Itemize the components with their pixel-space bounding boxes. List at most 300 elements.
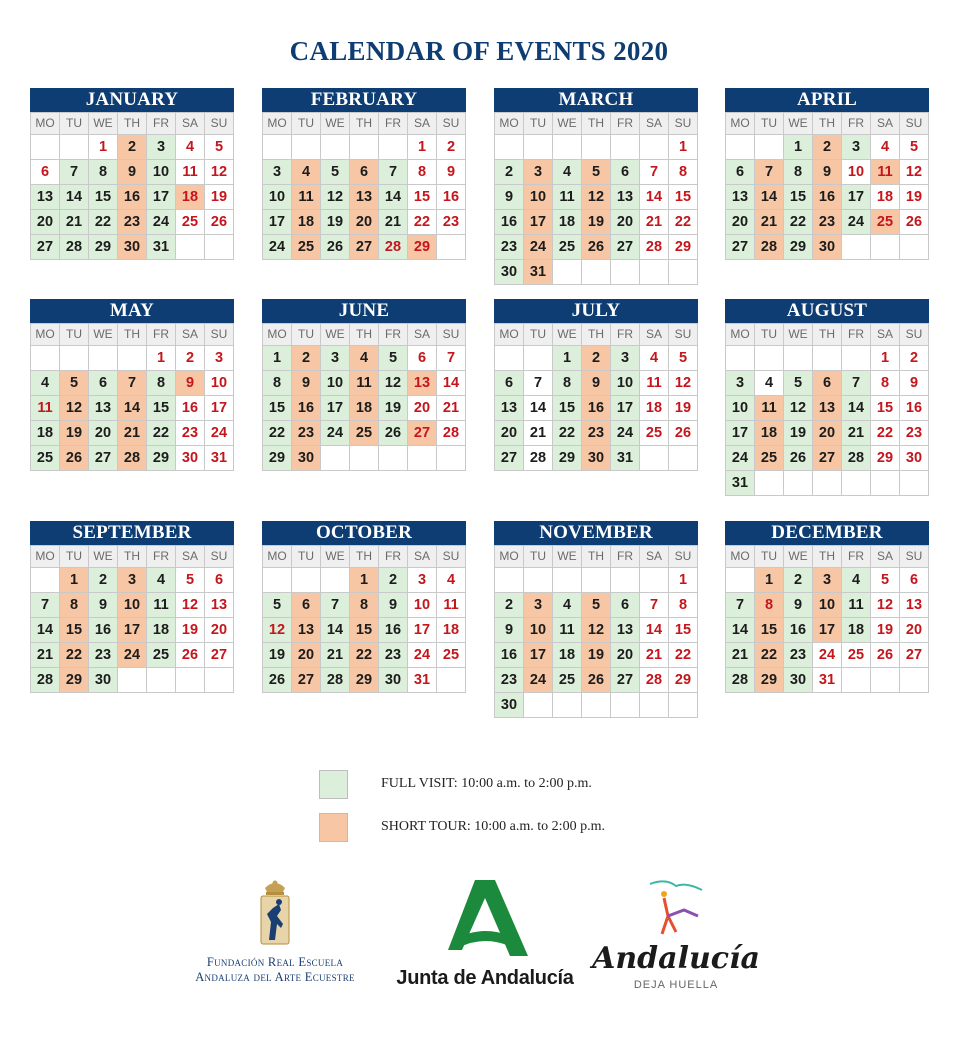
day-cell: 10 <box>321 371 350 396</box>
day-cell: 27 <box>611 668 640 693</box>
weekday-header: MO <box>263 324 292 346</box>
weekday-header: TH <box>350 113 379 135</box>
day-cell: 18 <box>176 185 205 210</box>
weekday-header: TU <box>292 324 321 346</box>
day-cell: 25 <box>437 643 466 668</box>
day-cell: 9 <box>437 160 466 185</box>
day-cell: 8 <box>669 593 698 618</box>
day-cell: 29 <box>89 235 118 260</box>
day-cell: 26 <box>176 643 205 668</box>
weekday-header: FR <box>147 546 176 568</box>
month-name: MARCH <box>494 88 698 112</box>
day-cell: 11 <box>176 160 205 185</box>
day-cell: 24 <box>524 235 553 260</box>
weekday-header: FR <box>379 113 408 135</box>
day-cell: 25 <box>640 421 669 446</box>
day-cell: 28 <box>640 235 669 260</box>
empty-cell <box>784 346 813 371</box>
day-cell: 19 <box>205 185 234 210</box>
day-cell: 18 <box>871 185 900 210</box>
day-cell: 11 <box>640 371 669 396</box>
day-cell: 4 <box>292 160 321 185</box>
day-cell: 29 <box>755 668 784 693</box>
day-cell: 19 <box>60 421 89 446</box>
empty-cell <box>669 260 698 285</box>
day-cell: 11 <box>350 371 379 396</box>
day-cell: 7 <box>640 593 669 618</box>
day-cell: 19 <box>871 618 900 643</box>
day-cell: 21 <box>524 421 553 446</box>
weekday-header: SA <box>176 113 205 135</box>
empty-cell <box>60 346 89 371</box>
empty-cell <box>726 135 755 160</box>
day-cell: 9 <box>118 160 147 185</box>
day-cell: 10 <box>813 593 842 618</box>
day-cell: 28 <box>321 668 350 693</box>
day-cell: 4 <box>842 568 871 593</box>
weekday-header: SU <box>437 546 466 568</box>
day-cell: 22 <box>147 421 176 446</box>
weekday-header: SA <box>408 324 437 346</box>
weekday-header: TH <box>118 113 147 135</box>
month-grid <box>262 545 466 693</box>
day-cell: 2 <box>292 346 321 371</box>
day-cell: 15 <box>784 185 813 210</box>
weekday-header: TH <box>350 324 379 346</box>
day-cell: 9 <box>495 618 524 643</box>
empty-cell <box>292 568 321 593</box>
empty-cell <box>755 135 784 160</box>
month-april <box>725 88 929 260</box>
month-name: JULY <box>494 299 698 323</box>
empty-cell <box>611 260 640 285</box>
day-cell: 23 <box>582 421 611 446</box>
andalucia-wordmark: Andalucía <box>592 941 760 976</box>
weekday-header: WE <box>89 113 118 135</box>
day-cell: 16 <box>292 396 321 421</box>
weekday-header: SU <box>437 324 466 346</box>
month-december <box>725 521 929 693</box>
weekday-header: TH <box>118 324 147 346</box>
day-cell: 15 <box>350 618 379 643</box>
day-cell: 26 <box>205 210 234 235</box>
day-cell: 24 <box>147 210 176 235</box>
junta-a-icon <box>440 878 530 962</box>
weekday-header: TU <box>524 113 553 135</box>
weekday-header: TU <box>292 546 321 568</box>
day-cell: 28 <box>437 421 466 446</box>
day-cell: 29 <box>871 446 900 471</box>
weekday-header: SA <box>640 324 669 346</box>
day-cell: 1 <box>669 568 698 593</box>
empty-cell <box>495 346 524 371</box>
month-february <box>262 88 466 260</box>
empty-cell <box>31 568 60 593</box>
day-cell: 2 <box>89 568 118 593</box>
day-cell: 24 <box>842 210 871 235</box>
day-cell: 23 <box>89 643 118 668</box>
day-cell: 9 <box>900 371 929 396</box>
day-cell: 8 <box>147 371 176 396</box>
day-cell: 30 <box>495 260 524 285</box>
day-cell: 16 <box>89 618 118 643</box>
day-cell: 6 <box>408 346 437 371</box>
day-cell: 19 <box>321 210 350 235</box>
day-cell: 3 <box>726 371 755 396</box>
weekday-header: WE <box>321 546 350 568</box>
day-cell: 16 <box>379 618 408 643</box>
empty-cell <box>524 568 553 593</box>
day-cell: 5 <box>900 135 929 160</box>
empty-cell <box>640 446 669 471</box>
day-cell: 3 <box>118 568 147 593</box>
day-cell: 12 <box>582 185 611 210</box>
day-cell: 1 <box>871 346 900 371</box>
empty-cell <box>524 693 553 718</box>
day-cell: 22 <box>669 210 698 235</box>
day-cell: 13 <box>350 185 379 210</box>
weekday-header: FR <box>842 113 871 135</box>
weekday-header: FR <box>611 113 640 135</box>
day-cell: 29 <box>669 668 698 693</box>
empty-cell <box>495 135 524 160</box>
weekday-header: SU <box>669 546 698 568</box>
empty-cell <box>31 346 60 371</box>
empty-cell <box>263 568 292 593</box>
day-cell: 23 <box>379 643 408 668</box>
day-cell: 24 <box>726 446 755 471</box>
day-cell: 6 <box>495 371 524 396</box>
month-grid <box>494 112 698 285</box>
day-cell: 21 <box>118 421 147 446</box>
month-july <box>494 299 698 471</box>
empty-cell <box>755 346 784 371</box>
day-cell: 1 <box>263 346 292 371</box>
weekday-header: SU <box>900 546 929 568</box>
month-name: JANUARY <box>30 88 234 112</box>
day-cell: 30 <box>379 668 408 693</box>
day-cell: 25 <box>871 210 900 235</box>
weekday-header: MO <box>263 113 292 135</box>
day-cell: 5 <box>321 160 350 185</box>
day-cell: 10 <box>524 185 553 210</box>
day-cell: 22 <box>553 421 582 446</box>
month-grid <box>725 545 929 693</box>
day-cell: 23 <box>784 643 813 668</box>
month-october <box>262 521 466 693</box>
day-cell: 24 <box>263 235 292 260</box>
day-cell: 21 <box>31 643 60 668</box>
day-cell: 29 <box>669 235 698 260</box>
day-cell: 21 <box>640 643 669 668</box>
day-cell: 24 <box>813 643 842 668</box>
weekday-header: WE <box>784 324 813 346</box>
weekday-header: WE <box>89 324 118 346</box>
day-cell: 19 <box>263 643 292 668</box>
empty-cell <box>350 135 379 160</box>
day-cell: 10 <box>726 396 755 421</box>
day-cell: 13 <box>726 185 755 210</box>
weekday-header: FR <box>842 546 871 568</box>
day-cell: 10 <box>408 593 437 618</box>
andalucia-subtitle: DEJA HUELLA <box>633 979 719 991</box>
day-cell: 15 <box>408 185 437 210</box>
day-cell: 18 <box>842 618 871 643</box>
day-cell: 20 <box>350 210 379 235</box>
weekday-header: FR <box>379 324 408 346</box>
day-cell: 30 <box>89 668 118 693</box>
day-cell: 5 <box>582 593 611 618</box>
weekday-header: MO <box>726 113 755 135</box>
empty-cell <box>321 568 350 593</box>
day-cell: 11 <box>147 593 176 618</box>
day-cell: 13 <box>408 371 437 396</box>
day-cell: 25 <box>553 668 582 693</box>
day-cell: 16 <box>118 185 147 210</box>
day-cell: 22 <box>669 643 698 668</box>
empty-cell <box>437 235 466 260</box>
day-cell: 8 <box>350 593 379 618</box>
day-cell: 20 <box>205 618 234 643</box>
day-cell: 20 <box>31 210 60 235</box>
weekday-header: TU <box>755 546 784 568</box>
day-cell: 26 <box>784 446 813 471</box>
day-cell: 25 <box>147 643 176 668</box>
day-cell: 19 <box>379 396 408 421</box>
day-cell: 10 <box>524 618 553 643</box>
day-cell: 21 <box>640 210 669 235</box>
day-cell: 7 <box>118 371 147 396</box>
weekday-header: SA <box>640 113 669 135</box>
empty-cell <box>89 346 118 371</box>
empty-cell <box>640 260 669 285</box>
month-grid <box>494 545 698 718</box>
day-cell: 6 <box>205 568 234 593</box>
day-cell: 16 <box>900 396 929 421</box>
weekday-header: MO <box>726 324 755 346</box>
day-cell: 30 <box>784 668 813 693</box>
empty-cell <box>813 471 842 496</box>
month-grid <box>494 323 698 471</box>
day-cell: 27 <box>726 235 755 260</box>
day-cell: 2 <box>176 346 205 371</box>
day-cell: 13 <box>292 618 321 643</box>
day-cell: 13 <box>31 185 60 210</box>
day-cell: 30 <box>495 693 524 718</box>
day-cell: 28 <box>60 235 89 260</box>
day-cell: 8 <box>263 371 292 396</box>
empty-cell <box>900 471 929 496</box>
month-grid <box>725 112 929 260</box>
day-cell: 4 <box>176 135 205 160</box>
day-cell: 7 <box>321 593 350 618</box>
day-cell: 17 <box>813 618 842 643</box>
weekday-header: TU <box>524 546 553 568</box>
day-cell: 21 <box>321 643 350 668</box>
day-cell: 11 <box>755 396 784 421</box>
empty-cell <box>118 346 147 371</box>
empty-cell <box>640 568 669 593</box>
empty-cell <box>611 135 640 160</box>
month-name: MAY <box>30 299 234 323</box>
day-cell: 3 <box>147 135 176 160</box>
day-cell: 28 <box>842 446 871 471</box>
empty-cell <box>321 446 350 471</box>
empty-cell <box>495 568 524 593</box>
day-cell: 14 <box>31 618 60 643</box>
empty-cell <box>582 260 611 285</box>
day-cell: 7 <box>640 160 669 185</box>
day-cell: 18 <box>553 210 582 235</box>
empty-cell <box>900 235 929 260</box>
fundacion-line1: Fundación Real Escuela <box>206 955 344 969</box>
day-cell: 5 <box>60 371 89 396</box>
day-cell: 10 <box>611 371 640 396</box>
day-cell: 18 <box>350 396 379 421</box>
day-cell: 18 <box>437 618 466 643</box>
day-cell: 28 <box>118 446 147 471</box>
weekday-header: MO <box>263 546 292 568</box>
day-cell: 4 <box>147 568 176 593</box>
day-cell: 3 <box>813 568 842 593</box>
weekday-header: TH <box>350 546 379 568</box>
day-cell: 18 <box>147 618 176 643</box>
day-cell: 13 <box>611 185 640 210</box>
weekday-header: SU <box>900 113 929 135</box>
day-cell: 23 <box>495 235 524 260</box>
weekday-header: SA <box>408 113 437 135</box>
day-cell: 28 <box>640 668 669 693</box>
day-cell: 14 <box>842 396 871 421</box>
day-cell: 14 <box>60 185 89 210</box>
weekday-header: MO <box>31 324 60 346</box>
weekday-header: TH <box>118 546 147 568</box>
day-cell: 9 <box>292 371 321 396</box>
weekday-header: SA <box>640 546 669 568</box>
weekday-header: TH <box>813 113 842 135</box>
day-cell: 20 <box>408 396 437 421</box>
weekday-header: TU <box>755 324 784 346</box>
empty-cell <box>553 568 582 593</box>
empty-cell <box>842 235 871 260</box>
day-cell: 25 <box>176 210 205 235</box>
day-cell: 18 <box>640 396 669 421</box>
day-cell: 30 <box>118 235 147 260</box>
empty-cell <box>205 668 234 693</box>
month-september <box>30 521 234 693</box>
day-cell: 16 <box>437 185 466 210</box>
day-cell: 24 <box>611 421 640 446</box>
day-cell: 25 <box>292 235 321 260</box>
day-cell: 8 <box>60 593 89 618</box>
month-grid <box>30 323 234 471</box>
weekday-header: WE <box>89 546 118 568</box>
day-cell: 13 <box>205 593 234 618</box>
day-cell: 4 <box>640 346 669 371</box>
day-cell: 31 <box>524 260 553 285</box>
day-cell: 15 <box>263 396 292 421</box>
empty-cell <box>292 135 321 160</box>
day-cell: 12 <box>379 371 408 396</box>
weekday-header: TU <box>60 113 89 135</box>
day-cell: 1 <box>408 135 437 160</box>
weekday-header: TH <box>582 324 611 346</box>
weekday-header: TU <box>292 113 321 135</box>
day-cell: 27 <box>813 446 842 471</box>
day-cell: 9 <box>379 593 408 618</box>
day-cell: 29 <box>784 235 813 260</box>
day-cell: 28 <box>726 668 755 693</box>
day-cell: 1 <box>669 135 698 160</box>
day-cell: 29 <box>553 446 582 471</box>
day-cell: 8 <box>408 160 437 185</box>
day-cell: 16 <box>176 396 205 421</box>
day-cell: 27 <box>408 421 437 446</box>
day-cell: 22 <box>263 421 292 446</box>
day-cell: 12 <box>321 185 350 210</box>
day-cell: 7 <box>842 371 871 396</box>
day-cell: 22 <box>60 643 89 668</box>
day-cell: 1 <box>147 346 176 371</box>
day-cell: 3 <box>524 160 553 185</box>
day-cell: 17 <box>263 210 292 235</box>
day-cell: 3 <box>321 346 350 371</box>
day-cell: 2 <box>784 568 813 593</box>
day-cell: 31 <box>611 446 640 471</box>
empty-cell <box>900 668 929 693</box>
weekday-header: MO <box>495 324 524 346</box>
weekday-header: MO <box>726 546 755 568</box>
weekday-header: FR <box>379 546 408 568</box>
empty-cell <box>640 693 669 718</box>
day-cell: 28 <box>755 235 784 260</box>
day-cell: 23 <box>495 668 524 693</box>
day-cell: 7 <box>379 160 408 185</box>
day-cell: 2 <box>813 135 842 160</box>
day-cell: 5 <box>669 346 698 371</box>
empty-cell <box>755 471 784 496</box>
day-cell: 20 <box>813 421 842 446</box>
weekday-header: TU <box>755 113 784 135</box>
day-cell: 17 <box>611 396 640 421</box>
day-cell: 11 <box>842 593 871 618</box>
day-cell: 13 <box>89 396 118 421</box>
day-cell: 7 <box>755 160 784 185</box>
day-cell: 11 <box>553 618 582 643</box>
day-cell: 29 <box>350 668 379 693</box>
day-cell: 20 <box>89 421 118 446</box>
month-name: SEPTEMBER <box>30 521 234 545</box>
day-cell: 16 <box>813 185 842 210</box>
day-cell: 25 <box>553 235 582 260</box>
day-cell: 23 <box>118 210 147 235</box>
empty-cell <box>524 346 553 371</box>
weekday-header: FR <box>147 324 176 346</box>
day-cell: 10 <box>263 185 292 210</box>
empty-cell <box>611 568 640 593</box>
day-cell: 27 <box>495 446 524 471</box>
day-cell: 27 <box>292 668 321 693</box>
day-cell: 23 <box>813 210 842 235</box>
day-cell: 30 <box>176 446 205 471</box>
day-cell: 10 <box>205 371 234 396</box>
day-cell: 14 <box>437 371 466 396</box>
empty-cell <box>553 260 582 285</box>
weekday-header: SA <box>408 546 437 568</box>
empty-cell <box>582 693 611 718</box>
month-name: FEBRUARY <box>262 88 466 112</box>
day-cell: 26 <box>582 668 611 693</box>
